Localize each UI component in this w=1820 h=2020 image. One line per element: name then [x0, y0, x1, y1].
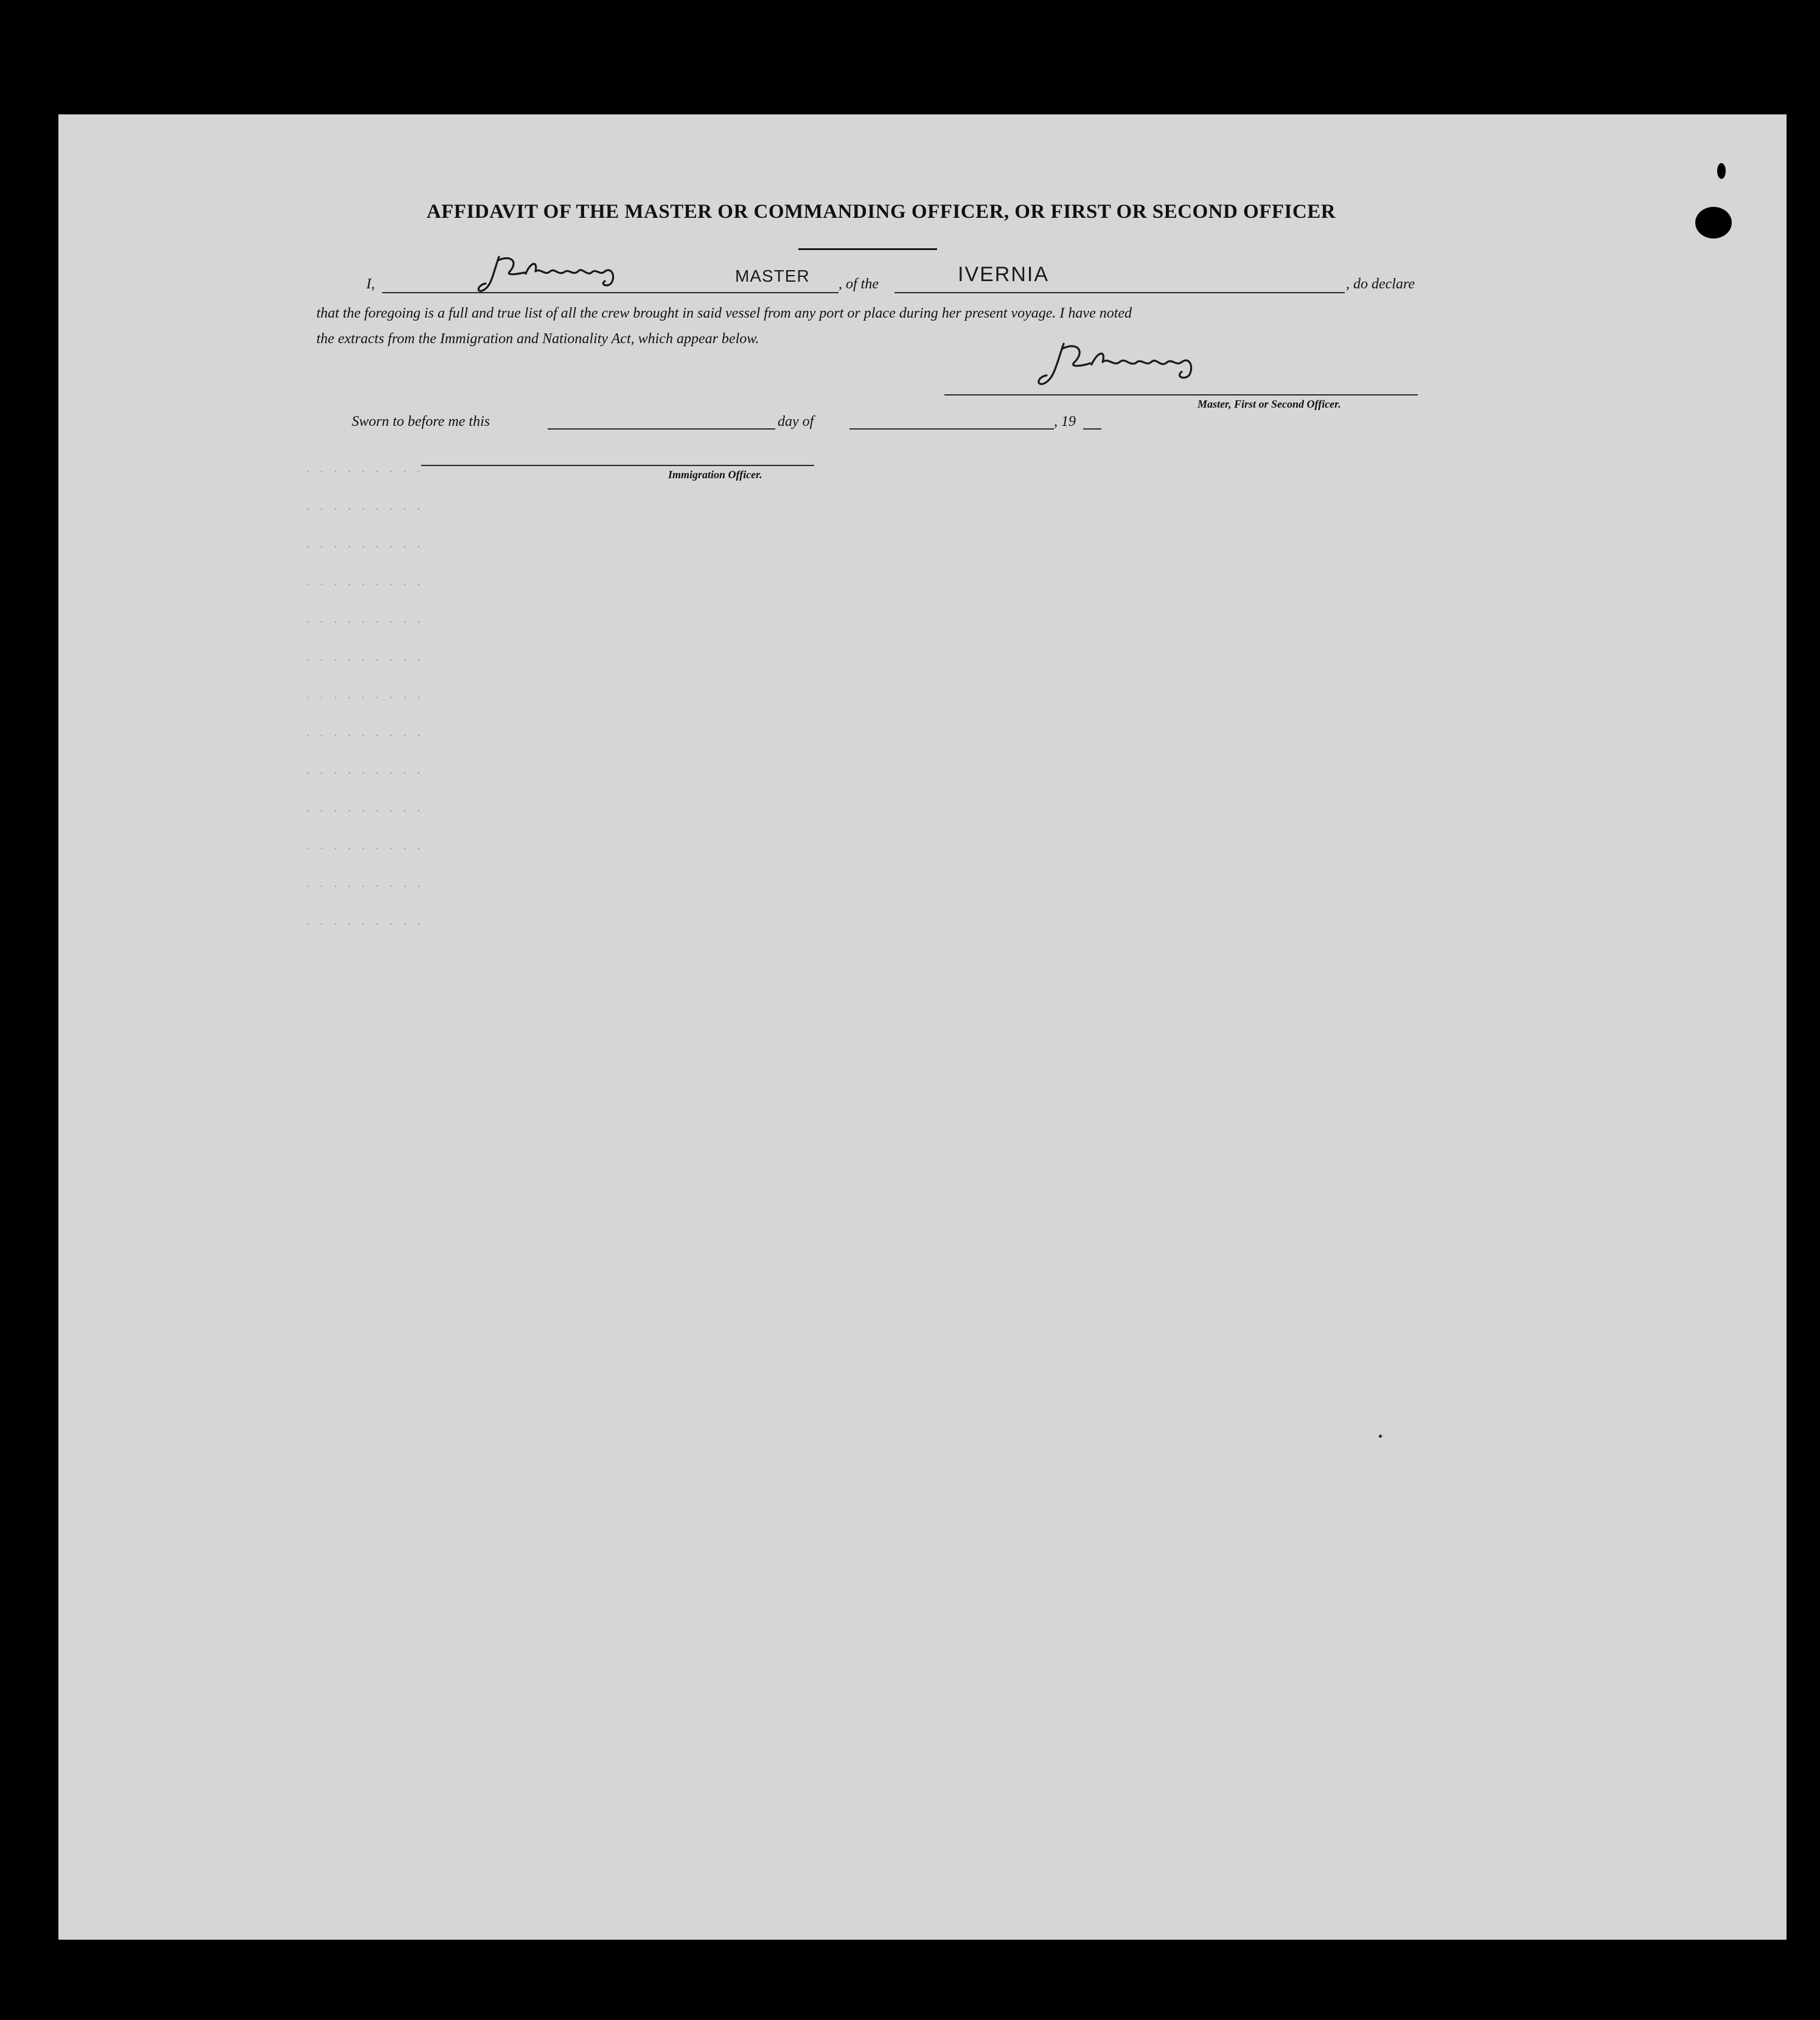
master-signature	[475, 249, 639, 298]
declaration-prefix: I,	[366, 276, 375, 292]
immigration-officer-line	[421, 465, 814, 466]
vessel-line	[894, 292, 1345, 293]
affidavit-title: AFFIDAVIT OF THE MASTER OR COMMANDING OFFICER, OR FIRST OR SECOND OFFICER	[426, 201, 1336, 223]
bleed-through-table: . . . . . . . . . . . . . . . . . . . . . . . . . . . . . . . . . . . . . . . . . . . . . . . . . . . . . . . . . . . . . . . . . . . . . . . . . . . . . . . . . . . . . . . . . . . . . . . . . . . . . . . . . . . . . . . . . . . . .	[304, 462, 422, 928]
signature-caption: Master, First or Second Officer.	[1198, 398, 1341, 410]
year-label: , 19	[1054, 414, 1076, 430]
officer-signature	[1034, 338, 1217, 392]
stray-dot	[1379, 1435, 1382, 1438]
month-line	[849, 428, 1054, 430]
ink-blot	[1695, 207, 1732, 239]
year-line	[1083, 428, 1101, 430]
document-sheet	[58, 114, 1787, 1940]
declaration-body-line-1: that the foregoing is a full and true list of all the crew brought in said vessel from any port or place during her present voyage. I have noted	[316, 305, 1132, 321]
ink-mark	[1717, 163, 1726, 179]
signature-line	[944, 394, 1418, 395]
declaration-body-line-2: the extracts from the Immigration and Nationality Act, which appear below.	[316, 331, 759, 347]
vessel-name: IVERNIA	[958, 263, 1050, 286]
immigration-officer-caption: Immigration Officer.	[668, 468, 762, 481]
sworn-date-line	[548, 428, 775, 430]
day-of-label: day of	[778, 414, 814, 430]
sworn-label: Sworn to before me this	[352, 414, 490, 430]
of-the-label: , of the	[839, 276, 879, 292]
do-declare-label: , do declare	[1346, 276, 1415, 292]
title-underline	[798, 248, 937, 250]
rank-stamp: MASTER	[735, 266, 810, 285]
